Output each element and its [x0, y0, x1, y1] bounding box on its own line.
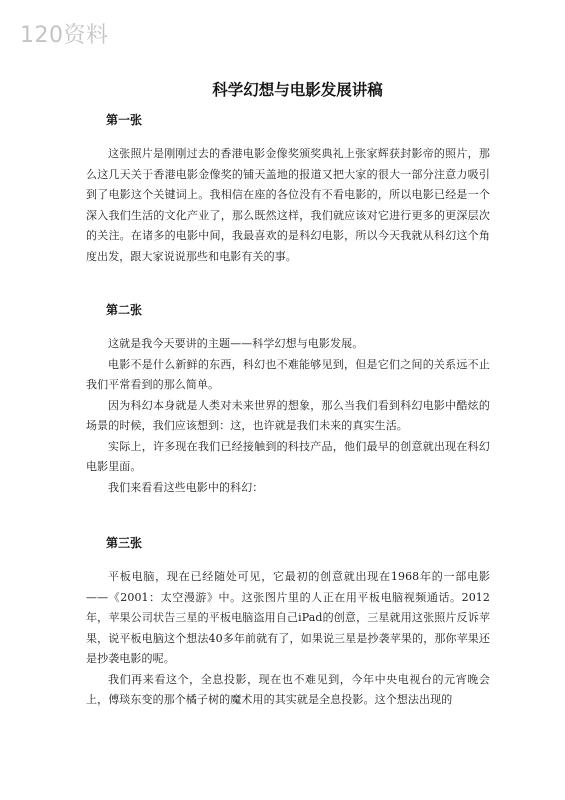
section-3 [86, 535, 490, 711]
paragraph: 因为科幻本身就是人类对未来世界的想象，那么当我们看到科幻电影中酷炫的场景的时候，我们应该想到：这，也许就是我们未来的真实生活。 [86, 398, 490, 432]
paragraph: 我们来看看这些电影中的科幻： [108, 480, 264, 494]
watermark: 120资料 [20, 23, 109, 48]
section-heading: 第一张 [106, 113, 143, 127]
section-1 [86, 112, 490, 267]
section-heading: 第二张 [106, 303, 143, 317]
paragraph: 这张照片是刚刚过去的香港电影金像奖颁奖典礼上张家辉获封影帝的照片，那么这几天关于香港电影金像奖的铺天盖地的报道又把大家的很大一部分注意力吸引到了电影这个关键词上。我相信在座的各位没有不看电影的，所以电影已经是一个深入我们生活的文化产业了，那么既然这样，我们就应该对它进行更多的更深层次的关注。在诸多的电影中间，我最喜欢的是科幻电影，所以今天我就从科幻这个角度出发，跟大家说说那些和电影有关的事。 [86, 147, 490, 263]
paragraph: 这就是我今天要讲的主题——科学幻想与电影发展。 [108, 337, 364, 350]
section-2 [86, 302, 490, 498]
document-title: 科学幻想与电影发展讲稿 [212, 81, 383, 99]
paragraph: 我们再来看这个，全息投影，现在也不难见到，今年中央电视台的元宵晚会上，傅琰东变的那个橘子树的魔术用的其实就是全息投影。这个想法出现的 [86, 672, 490, 706]
paragraph: 电影不是什么新鲜的东西，科幻也不难能够见到，但是它们之间的关系远不止我们平常看到的那么简单。 [86, 357, 490, 391]
paragraph: 实际上，许多现在我们已经接触到的科技产品，他们最早的创意就出现在科幻电影里面。 [86, 439, 490, 473]
section-heading: 第三张 [106, 536, 143, 550]
paragraph: 平板电脑，现在已经随处可见，它最初的创意就出现在1968年的一部电影——《2001：太空漫游》中。这张图片里的人正在用平板电脑视频通话。2012年，苹果公司状告三星的平板电脑盗用自己iPad的创意，三星就用这张照片反诉苹果，说平板电脑这个想法40多年前就有了，如果说三星是抄袭苹果的，那你苹果还是抄袭电影的呢。 [86, 570, 490, 665]
